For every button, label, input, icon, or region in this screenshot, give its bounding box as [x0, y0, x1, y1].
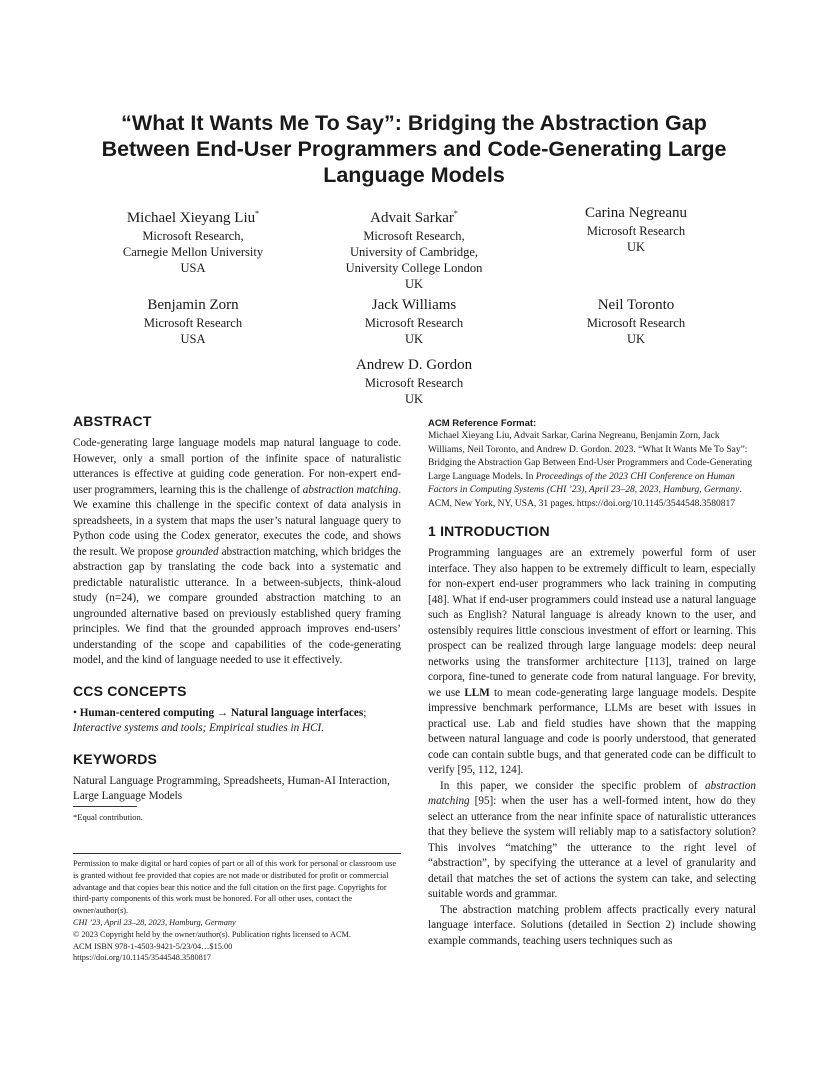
author-affiliation: Microsoft Research,	[142, 229, 244, 243]
intro-paragraph: Programming languages are an extremely powerful form of user interface. They also happen to be extremely difficult to learn, especially for non-expert end-user programmers who lack training in computing [48]. What if end-user programmers could instead use a natural language such as English? Natural language is already known to the user, and ostensibly requires little conscious investment of effort or learning. This prospect can be realized through large language models: deep neural networks using the transformer architecture [113], trained on large corpora, fine-tuned to generate code from natural language. For brevity, we use LLM to mean code-generating large language models. Despite impressive benchmark performance, LLMs are beset with issues in practical use. Lab and field studies have shown that the mapping between natural language and code is poorly understood, that generated code can contain subtle bugs, and that generated code can be difficult to verify [95, 112, 124].	[428, 547, 756, 776]
author-name: Michael Xieyang Liu*	[126, 209, 260, 226]
author-affiliation: Microsoft Research	[364, 376, 464, 390]
author-country: UK	[404, 277, 424, 291]
author-affiliation: University of Cambridge,	[349, 245, 479, 259]
acm-ref-text: Michael Xieyang Liu, Advait Sarkar, Carina Negreanu, Benjamin Zorn, Jack Williams, Neil Toronto, and Andrew D. Gordon. 2023. “What It Wants Me To Say”: Bridging the Abstraction Gap Between End-User Programmers and Code-Generating Large Language Models. In Proceedings of the 2023 CHI Conference on Human Factors in Computing Systems (CHI ’23), April 23–28, 2023, Hamburg, Germany. ACM, New York, NY, USA, 31 pages. https://doi.org/10.1145/3544548.3580817	[428, 431, 752, 509]
conference-info: CHI ’23, April 23–28, 2023, Hamburg, Germany	[73, 917, 236, 927]
author-affiliation: Microsoft Research,	[363, 229, 465, 243]
author-country: USA	[180, 332, 206, 346]
copyright-text: © 2023 Copyright held by the owner/author(s). Publication rights licensed to ACM.	[73, 929, 351, 939]
author-country: UK	[404, 392, 424, 406]
doi-text: https://doi.org/10.1145/3544548.3580817	[73, 953, 212, 963]
permission-text: Permission to make digital or hard copies of part or all of this work for personal or classroom use is granted without fee provided that copies are not made or distributed for profit or commercial advantage and that copies bear this notice and the full citation on the first page. Copyrights for third-party components of this work must be honored. For all other uses, contact the owner/author(s).	[73, 859, 397, 916]
author-affiliation: Microsoft Research	[586, 224, 686, 238]
author-name: Benjamin Zorn	[147, 297, 239, 313]
introduction-heading: 1 INTRODUCTION	[428, 523, 550, 539]
permission-rule	[73, 853, 401, 854]
acm-ref-heading: ACM Reference Format:	[428, 418, 537, 429]
left-column	[73, 413, 401, 805]
author-country: UK	[404, 332, 424, 346]
isbn-text: ACM ISBN 978-1-4503-9421-5/23/04…$15.00	[73, 941, 233, 951]
ccs-heading: CCS CONCEPTS	[73, 682, 187, 699]
paper-title	[60, 110, 768, 188]
author-name: Neil Toronto	[597, 297, 675, 313]
author-block	[521, 296, 751, 347]
abstract-text: Code-generating large language models map natural language to code. However, only a small portion of the infinite space of naturalistic utterances is effective at guiding code generation. For non-expert end-user programmers, learning this is the challenge of abstraction matching. We examine this challenge in the specific context of data analysis in spreadsheets, in a system that maps the user’s natural language query to Python code using the Codex generator, executes the code, and shows the result. We propose grounded abstraction matching, which bridges the abstraction gap by translating the code back into a systematic and predictable naturalistic utterance. In a between-subjects, think-aloud study (n=24), we compare grounded abstraction matching to an ungrounded alternative based on previously established query framing principles. We find that the grounded approach improves end-users’ understanding of the scope and capabilities of the code-generating model, and the kind of language needed to use it effectively.	[73, 437, 401, 666]
title-line: “What It Wants Me To Say”: Bridging the Abstraction Gap	[121, 111, 707, 135]
intro-paragraph: The abstraction matching problem affects practically every natural language interface. Solutions (detailed in Section 2) include showing example commands, teaching users techniques such as	[428, 903, 756, 947]
author-name: Andrew D. Gordon	[355, 357, 473, 373]
author-block	[299, 296, 529, 347]
title-line: Language Models	[323, 163, 505, 187]
author-affiliation: Microsoft Research	[586, 316, 686, 330]
permission-block	[73, 858, 401, 964]
keywords-text: Natural Language Programming, Spreadsheets, Human-AI Interaction, Large Language Models	[73, 774, 390, 802]
author-affiliation: University College London	[345, 261, 483, 275]
author-country: USA	[180, 261, 206, 275]
author-block	[78, 296, 308, 347]
author-block	[521, 204, 751, 255]
footnote: *Equal contribution.	[73, 812, 143, 822]
author-name: Advait Sarkar*	[370, 209, 458, 226]
ccs-text: • Human-centered computing → Natural language interfaces; Interactive systems and tools; Empirical studies in HCI.	[73, 706, 367, 734]
intro-paragraph: In this paper, we consider the specific problem of abstraction matching [95]: when the user has a well-formed intent, how do they select an utterance from the near infinite space of naturalistic utterances that they believe the system will reliably map to a satisfactory solution? This involves “matching” the utterance to the right level of “abstraction”, by specifying the utterance at a level of granularity and detail that matches the set of actions the system can take, and selecting suitable words and grammar.	[428, 779, 756, 900]
author-name: Jack Williams	[371, 297, 457, 313]
author-country: UK	[626, 240, 646, 254]
author-block	[78, 204, 308, 276]
author-affiliation: Carnegie Mellon University	[122, 245, 264, 259]
footnote-rule	[73, 806, 137, 807]
author-affiliation: Microsoft Research	[364, 316, 464, 330]
keywords-heading: KEYWORDS	[73, 750, 158, 767]
right-column	[428, 417, 756, 949]
author-name: Carina Negreanu	[584, 205, 688, 221]
author-block	[299, 356, 529, 407]
author-affiliation: Microsoft Research	[143, 316, 243, 330]
title-line: Between End-User Programmers and Code-Generating Large	[101, 137, 727, 161]
author-block	[299, 204, 529, 292]
author-country: UK	[626, 332, 646, 346]
abstract-heading: ABSTRACT	[73, 413, 152, 429]
